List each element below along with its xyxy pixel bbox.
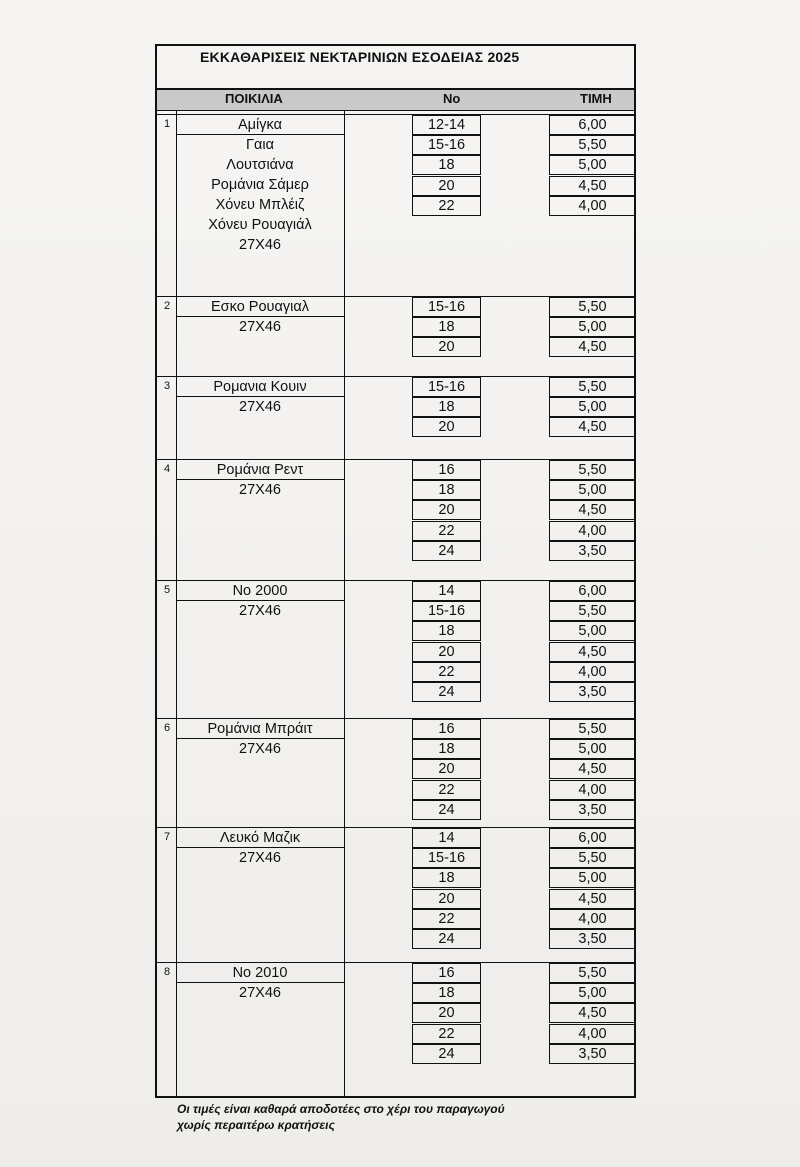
group-number: 7 [163,831,171,843]
size-cell: 20 [412,642,481,662]
header-size: No [443,91,461,106]
size-cell: 15-16 [412,135,481,155]
variety-name: Χόνευ Μπλέιζ [215,197,305,213]
variety-name: Λευκό Μαζικ [219,830,301,846]
size-cell: 15-16 [412,297,481,317]
group-number: 8 [163,966,171,978]
price-cell: 4,50 [549,337,636,357]
size-cell: 20 [412,889,481,909]
variety-name: Νο 2010 [232,965,288,981]
price-cell: 5,50 [549,719,636,739]
size-cell: 20 [412,417,481,437]
variety-name: Αμίγκα [238,117,282,133]
price-cell: 5,50 [549,297,636,317]
size-cell: 18 [412,621,481,641]
price-cell: 5,00 [549,983,636,1003]
size-cell: 24 [412,1044,481,1064]
price-cell: 5,50 [549,377,636,397]
size-cell: 18 [412,480,481,500]
price-cell: 3,50 [549,682,636,702]
price-cell: 4,50 [549,500,636,520]
size-cell: 18 [412,155,481,175]
variety-name: Ρομάνια Μπράιτ [207,721,313,737]
size-cell: 15-16 [412,601,481,621]
size-cell: 20 [412,500,481,520]
footer-note-line-2: χωρίς περαιτέρω κρατήσεις [177,1118,335,1132]
size-cell: 22 [412,521,481,541]
size-cell: 14 [412,828,481,848]
size-cell: 20 [412,176,481,196]
price-cell: 4,50 [549,889,636,909]
price-cell: 4,00 [549,521,636,541]
size-cell: 14 [412,581,481,601]
carton-size-label: 27Χ46 [239,237,281,253]
carton-size-label: 27Χ46 [239,319,281,335]
size-cell: 20 [412,759,481,779]
price-cell: 5,50 [549,963,636,983]
size-cell: 24 [412,541,481,561]
carton-size-label: 27Χ46 [239,399,281,415]
size-cell: 16 [412,963,481,983]
price-cell: 3,50 [549,1044,636,1064]
group-number: 6 [163,722,171,734]
variety-name: Χόνευ Ρουαγιάλ [208,217,312,233]
header-variety: ΠΟΙΚΙΛΙΑ [225,91,283,106]
variety-name: Νο 2000 [232,583,288,599]
price-cell: 4,50 [549,642,636,662]
size-cell: 18 [412,868,481,888]
group-number: 3 [163,380,171,392]
variety-name: Γαια [246,137,274,153]
carton-size-label: 27Χ46 [239,741,281,757]
size-cell: 15-16 [412,377,481,397]
size-cell: 24 [412,800,481,820]
price-cell: 5,50 [549,601,636,621]
variety-name: Λουτσιάνα [226,157,294,173]
carton-size-label: 27Χ46 [239,850,281,866]
price-cell: 5,50 [549,848,636,868]
price-cell: 6,00 [549,115,636,135]
price-cell: 4,00 [549,196,636,216]
price-cell: 3,50 [549,541,636,561]
group-number: 1 [163,118,171,130]
carton-size-label: 27Χ46 [239,985,281,1001]
size-cell: 22 [412,196,481,216]
price-cell: 5,50 [549,460,636,480]
size-cell: 18 [412,739,481,759]
column-divider-variety [344,110,345,1096]
price-cell: 4,50 [549,1003,636,1023]
price-cell: 4,50 [549,417,636,437]
size-cell: 22 [412,780,481,800]
price-cell: 4,00 [549,780,636,800]
price-cell: 5,50 [549,135,636,155]
size-cell: 12-14 [412,115,481,135]
size-cell: 22 [412,662,481,682]
price-cell: 3,50 [549,929,636,949]
price-cell: 5,00 [549,868,636,888]
price-cell: 5,00 [549,397,636,417]
column-divider-number [176,110,177,1096]
variety-name: Ρομανια Κουιν [213,379,307,395]
size-cell: 16 [412,460,481,480]
price-cell: 4,00 [549,662,636,682]
price-cell: 5,00 [549,621,636,641]
price-cell: 5,00 [549,155,636,175]
size-cell: 15-16 [412,848,481,868]
size-cell: 16 [412,719,481,739]
variety-name: Εσκο Ρουαγιαλ [211,299,309,315]
carton-size-label: 27Χ46 [239,482,281,498]
price-cell: 3,50 [549,800,636,820]
variety-name: Ρομάνια Ρεντ [216,462,304,478]
price-cell: 4,50 [549,759,636,779]
price-cell: 6,00 [549,828,636,848]
size-cell: 24 [412,682,481,702]
size-cell: 18 [412,397,481,417]
header-price: ΤΙΜΗ [580,91,612,106]
price-cell: 4,00 [549,1024,636,1044]
size-cell: 18 [412,317,481,337]
size-cell: 20 [412,337,481,357]
document-title: ΕΚΚΑΘΑΡΙΣΕΙΣ ΝΕΚΤΑΡΙΝΙΩΝ ΕΣΟΔΕΙΑΣ 2025 [200,49,520,65]
price-cell: 5,00 [549,317,636,337]
group-number: 4 [163,463,171,475]
footer-note-line-1: Οι τιμές είναι καθαρά αποδοτέες στο χέρι του παραγωγού [177,1102,505,1116]
size-cell: 18 [412,983,481,1003]
price-cell: 5,00 [549,480,636,500]
price-cell: 5,00 [549,739,636,759]
price-cell: 4,00 [549,909,636,929]
price-cell: 6,00 [549,581,636,601]
size-cell: 22 [412,1024,481,1044]
size-cell: 20 [412,1003,481,1023]
size-cell: 24 [412,929,481,949]
carton-size-label: 27Χ46 [239,603,281,619]
group-number: 2 [163,300,171,312]
group-number: 5 [163,584,171,596]
size-cell: 22 [412,909,481,929]
price-cell: 4,50 [549,176,636,196]
variety-name: Ρομάνια Σάμερ [211,177,309,193]
